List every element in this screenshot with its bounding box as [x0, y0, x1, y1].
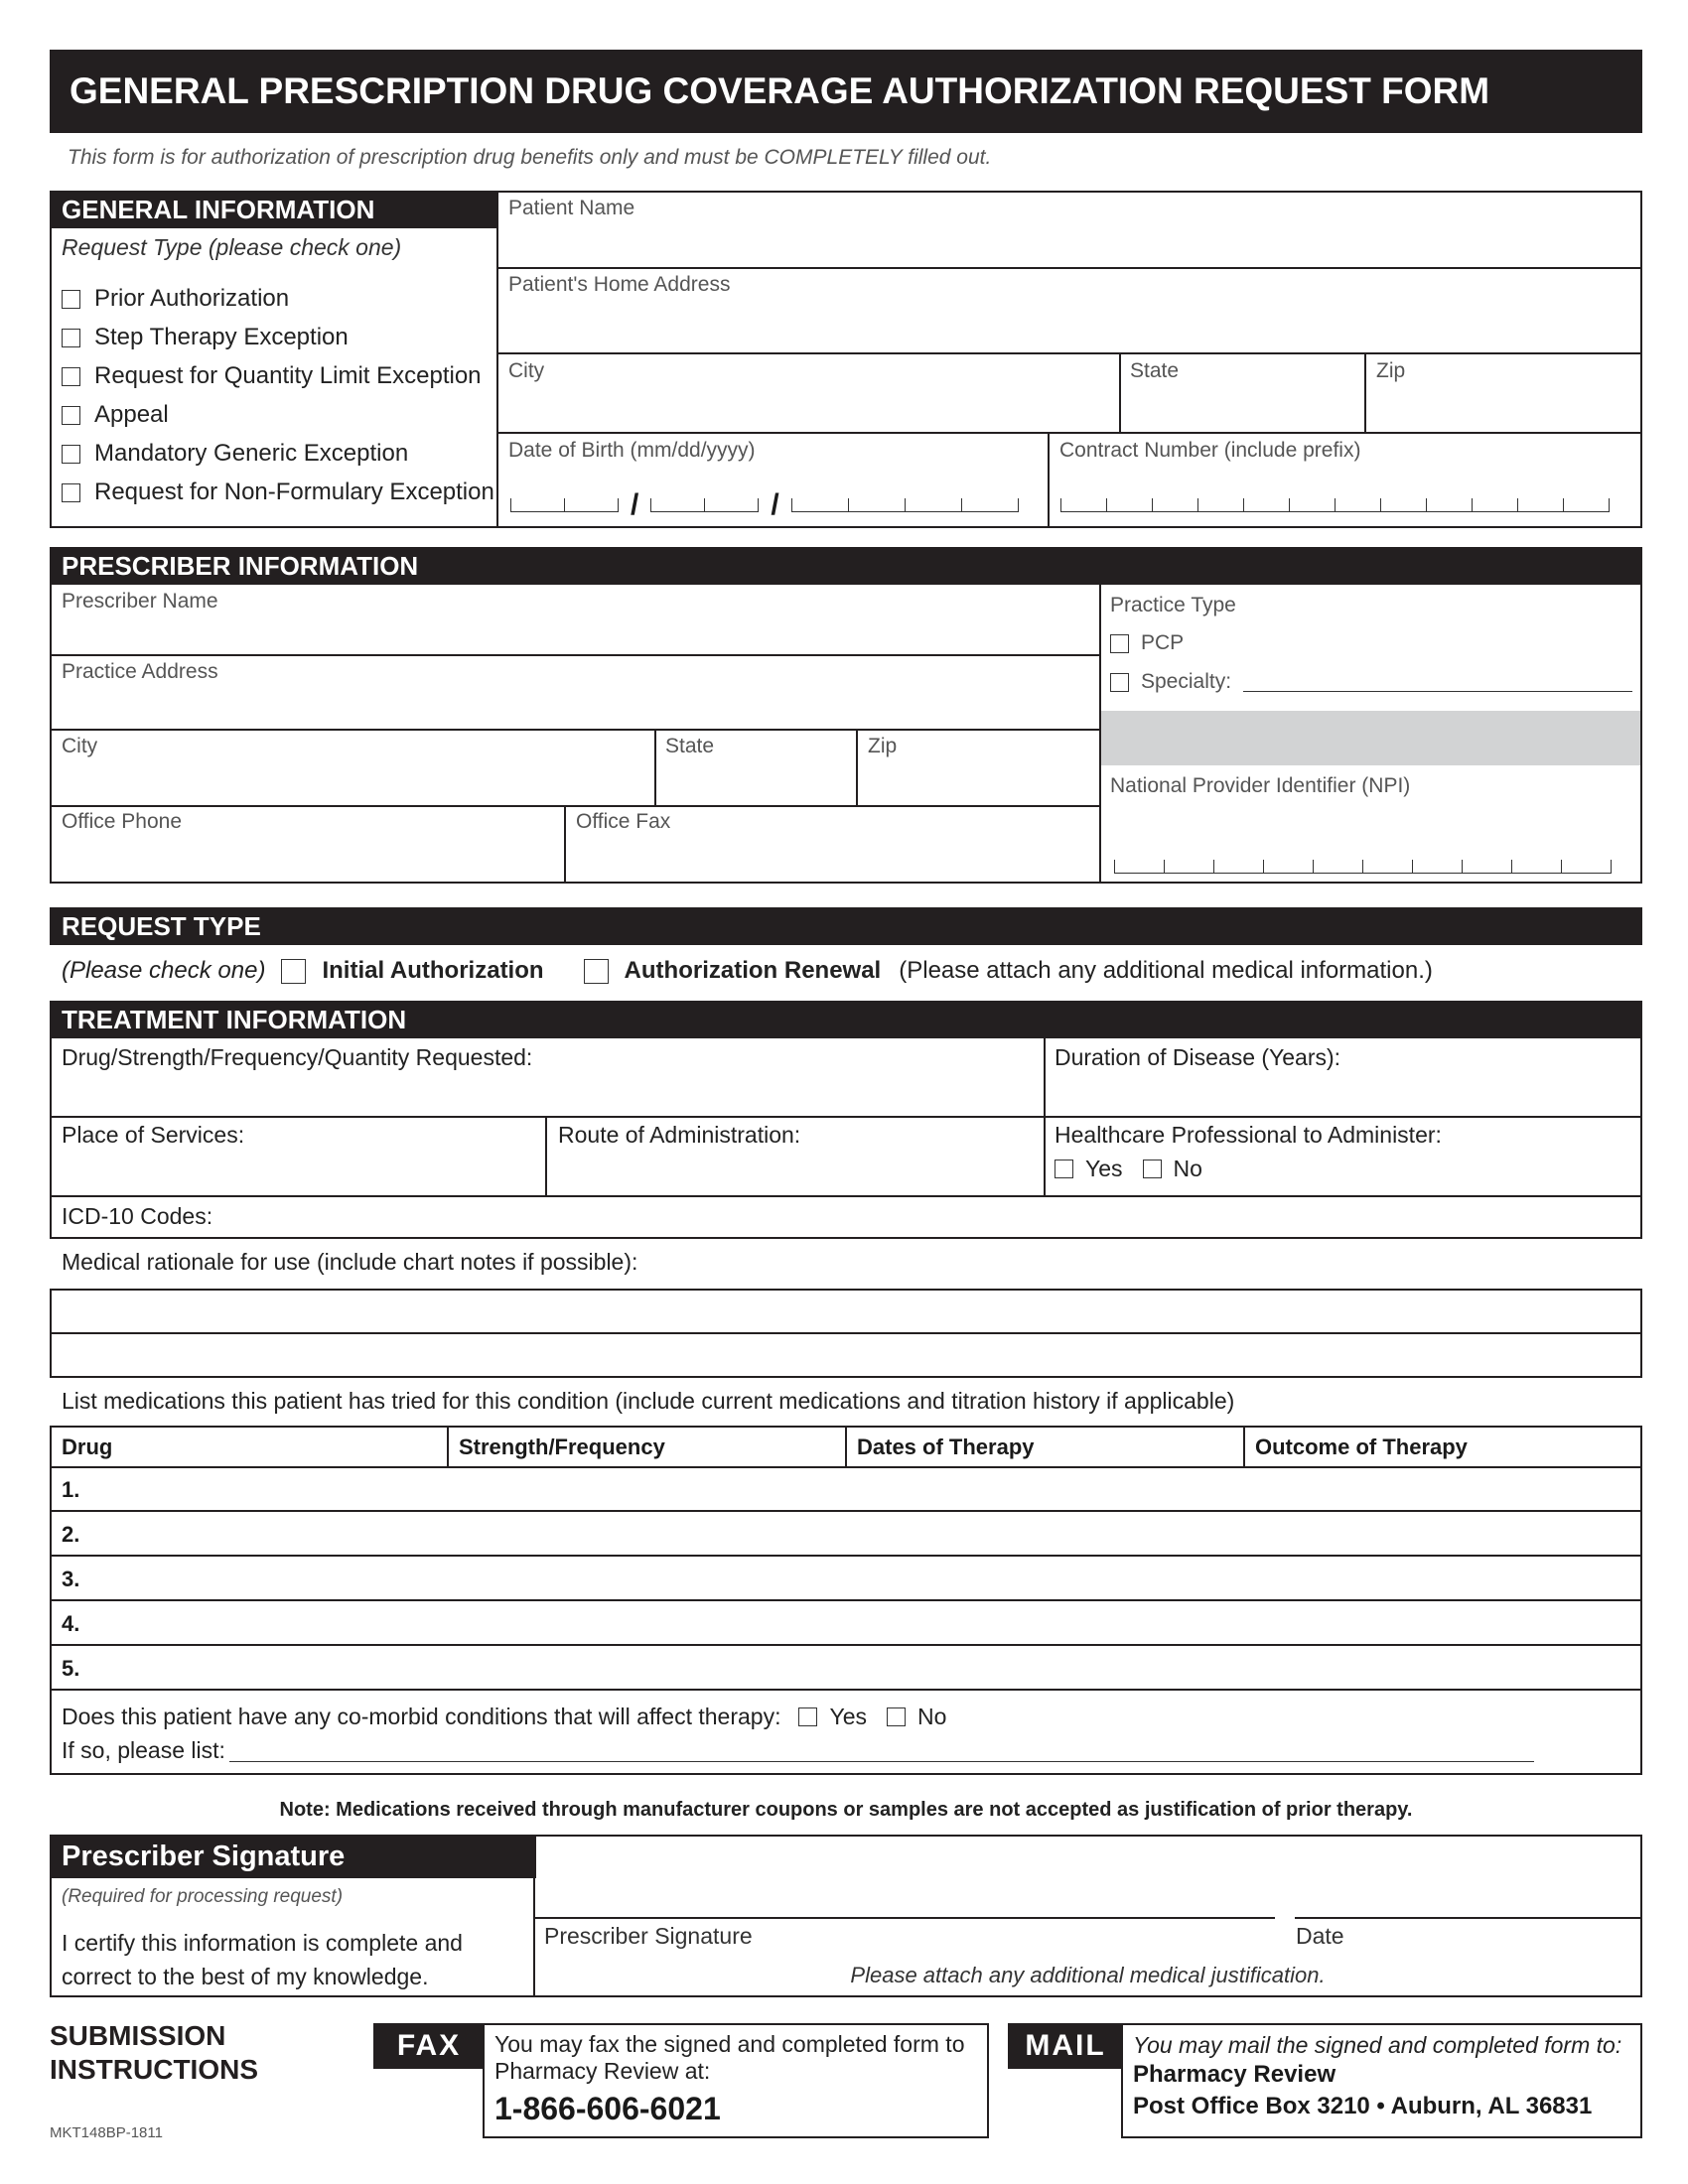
npi-label: National Provider Identifier (NPI) — [1110, 774, 1411, 797]
table-row[interactable]: 4. — [62, 1611, 80, 1636]
duration-field[interactable]: Duration of Disease (Years): — [1055, 1044, 1341, 1070]
checkbox[interactable] — [1110, 673, 1129, 692]
form-subtitle: This form is for authorization of prescription drug benefits only and must be COMPLETELY filled out. — [68, 146, 992, 169]
hcp-administer-label: Healthcare Professional to Administer: — [1055, 1122, 1442, 1148]
authorization-renewal-checkbox[interactable] — [584, 959, 609, 984]
submission-heading-line2: INSTRUCTIONS — [50, 2054, 258, 2085]
option-label: Appeal — [94, 401, 169, 428]
option-non-formulary[interactable] — [62, 478, 494, 506]
hcp-administer-options — [1055, 1156, 1202, 1182]
prescriber-heading: PRESCRIBER INFORMATION — [62, 551, 419, 581]
column-header-outcome: Outcome of Therapy — [1255, 1434, 1468, 1459]
pcp-label: PCP — [1141, 631, 1185, 654]
request-type-heading-bar — [50, 907, 1642, 945]
patient-state-field[interactable]: State — [1130, 359, 1180, 382]
option-quantity-limit[interactable] — [62, 362, 482, 390]
practice-type-pcp[interactable] — [1110, 631, 1184, 655]
attach-justification-note: Please attach any additional medical justification. — [850, 1963, 1326, 1987]
table-row[interactable]: 3. — [62, 1567, 80, 1591]
date-label: Date — [1296, 1923, 1344, 1949]
shaded-spacer — [1101, 711, 1640, 765]
checkbox[interactable] — [62, 329, 80, 347]
hcp-yes-checkbox[interactable] — [1055, 1160, 1073, 1178]
checkbox[interactable] — [62, 406, 80, 425]
checkbox[interactable] — [1110, 634, 1129, 653]
authorization-renewal-label: Authorization Renewal — [624, 957, 882, 984]
treatment-heading: TREATMENT INFORMATION — [62, 1005, 407, 1034]
checkbox[interactable] — [62, 367, 80, 386]
form-code: MKT148BP-1811 — [50, 2124, 163, 2141]
hcp-no-checkbox[interactable] — [1143, 1160, 1162, 1178]
option-label: Mandatory Generic Exception — [94, 440, 409, 467]
patient-name-field[interactable]: Patient Name — [508, 197, 635, 219]
practice-type-label: Practice Type — [1110, 594, 1236, 616]
comorbid-no-label: No — [917, 1704, 947, 1729]
option-appeal[interactable] — [62, 401, 169, 429]
comorbid-list-label: If so, please list: — [62, 1737, 225, 1763]
route-of-administration-field[interactable]: Route of Administration: — [558, 1122, 801, 1148]
mail-address: Post Office Box 3210 • Auburn, AL 36831 — [1133, 2093, 1593, 2119]
npi-input[interactable] — [1114, 860, 1612, 874]
request-type-label: Request Type (please check one) — [62, 234, 402, 260]
fax-instructions: You may fax the signed and completed form to Pharmacy Review at: — [494, 2031, 965, 2084]
signature-required-note: (Required for processing request) — [62, 1886, 344, 1907]
fax-label-bar — [373, 2023, 485, 2069]
form-title-bar — [50, 50, 1642, 133]
icd10-field[interactable]: ICD-10 Codes: — [62, 1203, 213, 1229]
request-type-heading: REQUEST TYPE — [62, 911, 261, 941]
certify-text: I certify this information is complete and correct to the best of my knowledge. — [62, 1930, 463, 1989]
check-one-label: (Please check one) — [62, 957, 266, 984]
practice-address-field[interactable]: Practice Address — [62, 660, 218, 683]
prior-therapy-note: Note: Medications received through manufacturer coupons or samples are not accepted as justification of prior therapy. — [279, 1799, 1413, 1821]
fax-number[interactable]: 1-866-606-6021 — [494, 2091, 721, 2126]
prescriber-heading-bar — [50, 547, 1642, 585]
prescriber-city-field[interactable]: City — [62, 735, 98, 757]
office-phone-field[interactable]: Office Phone — [62, 810, 183, 833]
option-step-therapy[interactable] — [62, 324, 349, 351]
signature-line[interactable] — [535, 1917, 1275, 1919]
signature-heading-bar — [50, 1835, 536, 1878]
table-row[interactable]: 5. — [62, 1656, 80, 1681]
medical-rationale-label: Medical rationale for use (include chart notes if possible): — [62, 1249, 638, 1275]
submission-heading-line1: SUBMISSION — [50, 2020, 226, 2051]
column-header-drug: Drug — [62, 1434, 113, 1459]
list-medications-label: List medications this patient has tried for this condition (include current medications and titration history if applicable) — [62, 1388, 1235, 1414]
hcp-no-label: No — [1173, 1156, 1202, 1181]
dob-field-label: Date of Birth (mm/dd/yyyy) — [508, 439, 756, 462]
comorbid-list-row — [62, 1737, 1534, 1764]
submission-heading — [50, 2019, 258, 2087]
date-line[interactable] — [1295, 1917, 1642, 1919]
signature-heading: Prescriber Signature — [62, 1841, 346, 1872]
patient-zip-field[interactable]: Zip — [1376, 359, 1406, 382]
initial-authorization-checkbox[interactable] — [281, 959, 306, 984]
practice-type-specialty[interactable] — [1110, 670, 1632, 694]
mail-instructions: You may mail the signed and completed form to: — [1133, 2032, 1622, 2058]
mail-box — [1121, 2023, 1642, 2138]
comorbid-no-checkbox[interactable] — [887, 1707, 906, 1726]
column-header-strength: Strength/Frequency — [459, 1434, 665, 1459]
office-fax-field[interactable]: Office Fax — [576, 810, 671, 833]
drug-requested-field[interactable]: Drug/Strength/Frequency/Quantity Requested: — [62, 1044, 533, 1070]
mail-label: MAIL — [1025, 2029, 1106, 2062]
request-type-row — [62, 957, 1433, 985]
hcp-yes-label: Yes — [1085, 1156, 1123, 1181]
form-title: GENERAL PRESCRIPTION DRUG COVERAGE AUTHORIZATION REQUEST FORM — [70, 70, 1490, 111]
dob-input[interactable] — [510, 488, 1019, 521]
contract-input[interactable] — [1060, 498, 1610, 512]
prescriber-zip-field[interactable]: Zip — [868, 735, 898, 757]
option-mandatory-generic[interactable] — [62, 440, 408, 468]
patient-city-field[interactable]: City — [508, 359, 545, 382]
initial-authorization-label: Initial Authorization — [322, 957, 544, 984]
checkbox[interactable] — [62, 445, 80, 464]
mail-label-bar — [1008, 2023, 1123, 2069]
general-info-heading: GENERAL INFORMATION — [62, 195, 375, 224]
comorbid-yes-label: Yes — [829, 1704, 867, 1729]
option-label: Prior Authorization — [94, 285, 290, 312]
table-row[interactable]: 2. — [62, 1522, 80, 1547]
option-prior-authorization[interactable] — [62, 285, 289, 313]
comorbid-question: Does this patient have any co-morbid conditions that will affect therapy: — [62, 1704, 781, 1729]
option-label: Request for Non-Formulary Exception — [94, 478, 494, 505]
checkbox[interactable] — [62, 483, 80, 502]
fax-box — [483, 2023, 989, 2138]
treatment-heading-bar — [50, 1001, 1642, 1038]
date-separator: / — [631, 488, 639, 521]
mail-recipient: Pharmacy Review — [1133, 2061, 1336, 2088]
checkbox[interactable] — [62, 290, 80, 309]
fax-label: FAX — [396, 2029, 462, 2062]
specialty-label: Specialty: — [1141, 670, 1232, 693]
general-info-heading-bar — [50, 191, 498, 228]
comorbid-row — [62, 1704, 946, 1730]
request-type-note: (Please attach any additional medical information.) — [899, 957, 1433, 984]
comorbid-list-input-line[interactable] — [229, 1740, 1534, 1762]
home-address-field[interactable]: Patient's Home Address — [508, 273, 731, 296]
contract-field-label: Contract Number (include prefix) — [1059, 439, 1361, 462]
comorbid-yes-checkbox[interactable] — [798, 1707, 817, 1726]
date-separator: / — [771, 488, 779, 521]
option-label: Request for Quantity Limit Exception — [94, 362, 482, 389]
option-label: Step Therapy Exception — [94, 324, 349, 350]
table-row[interactable]: 1. — [62, 1477, 80, 1502]
place-of-services-field[interactable]: Place of Services: — [62, 1122, 245, 1148]
prescriber-signature-label: Prescriber Signature — [544, 1923, 753, 1949]
prescriber-state-field[interactable]: State — [665, 735, 715, 757]
column-header-dates: Dates of Therapy — [857, 1434, 1035, 1459]
specialty-input-line[interactable] — [1243, 672, 1632, 692]
prescriber-name-field[interactable]: Prescriber Name — [62, 590, 218, 613]
